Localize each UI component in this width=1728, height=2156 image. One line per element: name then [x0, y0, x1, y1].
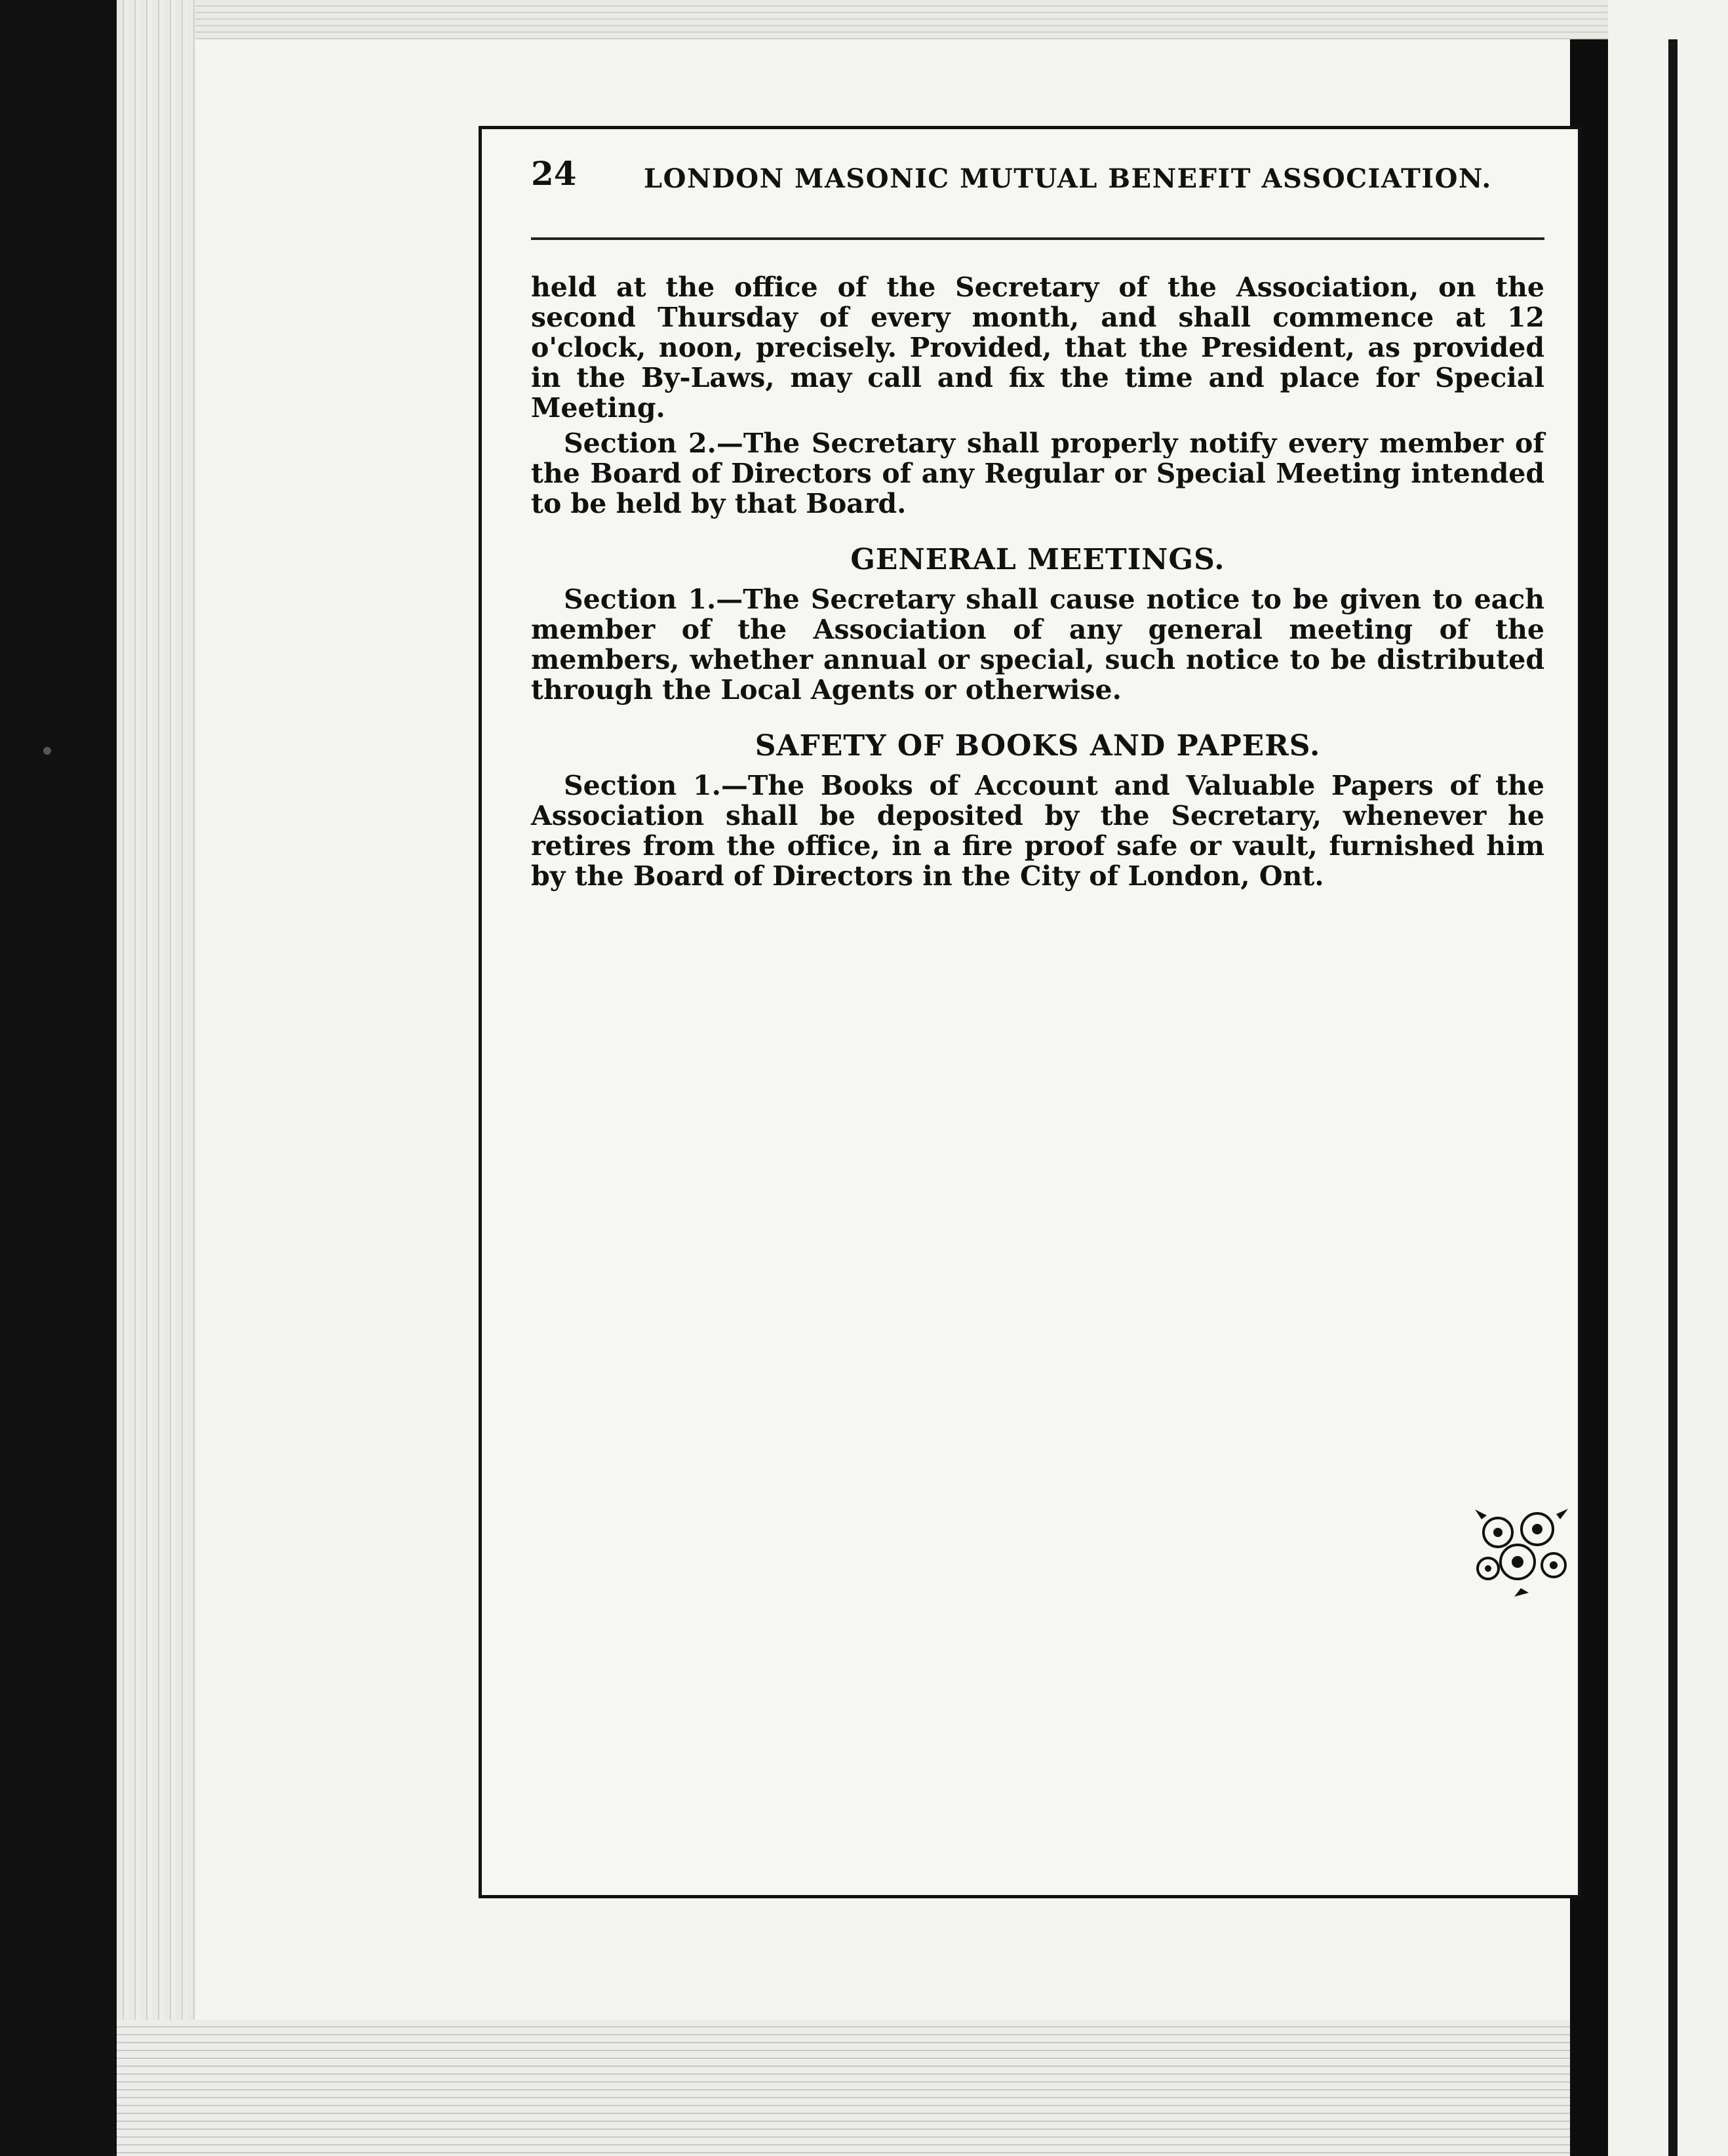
general-meetings-section-1: Section 1.—The Secretary shall cause notice to be given to each member of the Association of any general meeting of the members, whether annual or special, such notice to be distributed through the Local Agents or otherwise. — [531, 584, 1544, 706]
book-left-edge — [117, 0, 195, 2156]
continued-paragraph: held at the office of the Secretary of the Association, on the second Thursday of every month, and shall commence at 12 o'clock, noon, precisely. Provided, that the President, as provided in the By-Laws, may call and fix the time and place for Special Meeting. — [531, 271, 1544, 424]
running-head — [531, 154, 1544, 200]
page-body — [531, 272, 1544, 896]
book-bottom-edge — [117, 2020, 1624, 2156]
general-meetings-heading: GENERAL MEETINGS. — [850, 543, 1225, 576]
section-2-paragraph: Section 2.—The Secretary shall properly notify every member of the Board of Directors of any Regular or Special Meeting intended to be held by that Board. — [531, 428, 1544, 519]
running-title: LONDON MASONIC MUTUAL BENEFIT ASSOCIATION. — [644, 163, 1492, 194]
header-rule — [531, 237, 1544, 240]
dust-speck-icon — [41, 744, 54, 757]
safety-section-1: Section 1.—The Books of Account and Valuable Papers of the Association shall be deposited by the Secretary, whenever he retires from the office, in a fire proof safe or vault, furnished him by the Board of Directors in the City of London, Ont. — [531, 770, 1544, 892]
safety-heading: SAFETY OF BOOKS AND PAPERS. — [755, 729, 1321, 763]
page-number: 24 — [531, 154, 577, 193]
floral-vignette-icon — [1468, 1500, 1573, 1598]
facing-page-shadow — [1668, 39, 1678, 2156]
page-frame — [479, 126, 1581, 1898]
book-top-edge — [117, 0, 1608, 39]
left-gutter-shadow — [0, 0, 117, 2156]
